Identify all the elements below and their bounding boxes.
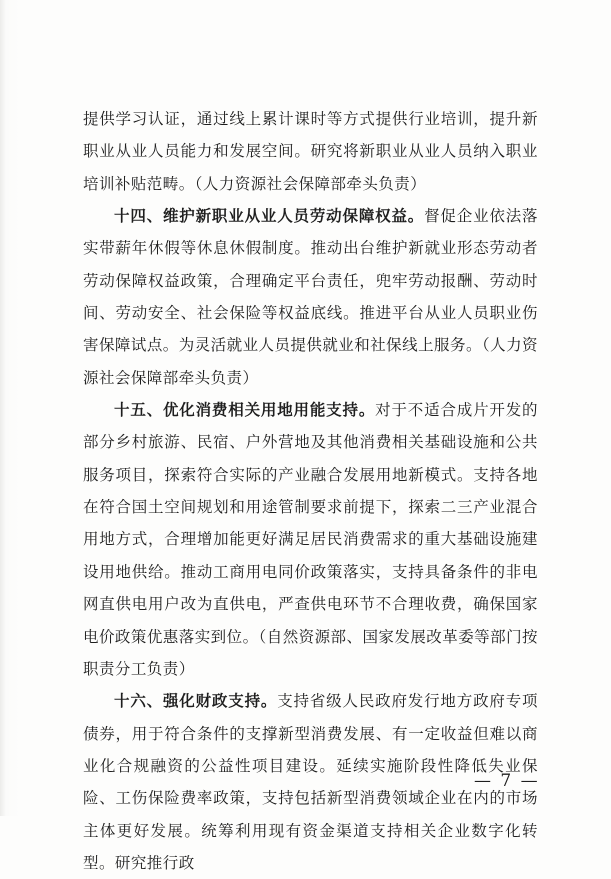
paragraph-14 [83, 200, 538, 394]
page-number: — 7 — [474, 771, 540, 791]
paragraph-heading: 十四、维护新职业从业人员劳动保障权益。 [114, 206, 425, 226]
paragraph-heading: 十五、优化消费相关用地用能支持。 [114, 400, 376, 420]
paragraph-body: 提供学习认证，通过线上累计课时等方式提供行业培训，提升新职业从业人员能力和发展空间。研究将新职业从业人员纳入职业培训补贴范畴。（人力资源社会保障部牵头负责） [83, 110, 538, 193]
paragraph-body: 对于不适合成片开发的部分乡村旅游、民宿、户外营地及其他消费相关基础设施和公共服务项目，探索符合实际的产业融合发展用地新模式。支持各地在符合国土空间规划和用途管制要求前提下，探索二三产业混合用地方式，合理增加能更好满足居民消费需求的重大基础设施建设用地供给。推动工商用电同价政策落实，支持具备条件的非电网直供电用户改为直供电，严查供电环节不合理收费，确保国家电价政策优惠落实到位。（自然资源部、国家发展改革委等部门按职责分工负责） [83, 401, 538, 678]
paragraph-continuation [83, 103, 538, 200]
paragraph-body: 支持省级人民政府发行地方政府专项债券，用于符合条件的支撑新型消费发展、有一定收益但难以商业化合规融资的公益性项目建设。延续实施阶段性降低失业保险、工伤保险费率政策，支持包括新型消费领域企业在内的市场主体更好发展。统筹利用现有资金渠道支持相关企业数字化转型。研究推行政 [83, 692, 538, 872]
paragraph-16 [83, 685, 538, 879]
paragraph-body: 督促企业依法落实带薪年休假等休息休假制度。推动出台维护新就业形态劳动者劳动保障权益政策，合理确定平台责任，兜牢劳动报酬、劳动时间、劳动安全、社会保险等权益底线。推进平台从业人员职业伤害保障试点。为灵活就业人员提供就业和社保线上服务。（人力资源社会保障部牵头负责） [83, 207, 538, 387]
paragraph-heading: 十六、强化财政支持。 [114, 691, 278, 711]
paragraph-15 [83, 394, 538, 685]
body-text [83, 103, 538, 879]
